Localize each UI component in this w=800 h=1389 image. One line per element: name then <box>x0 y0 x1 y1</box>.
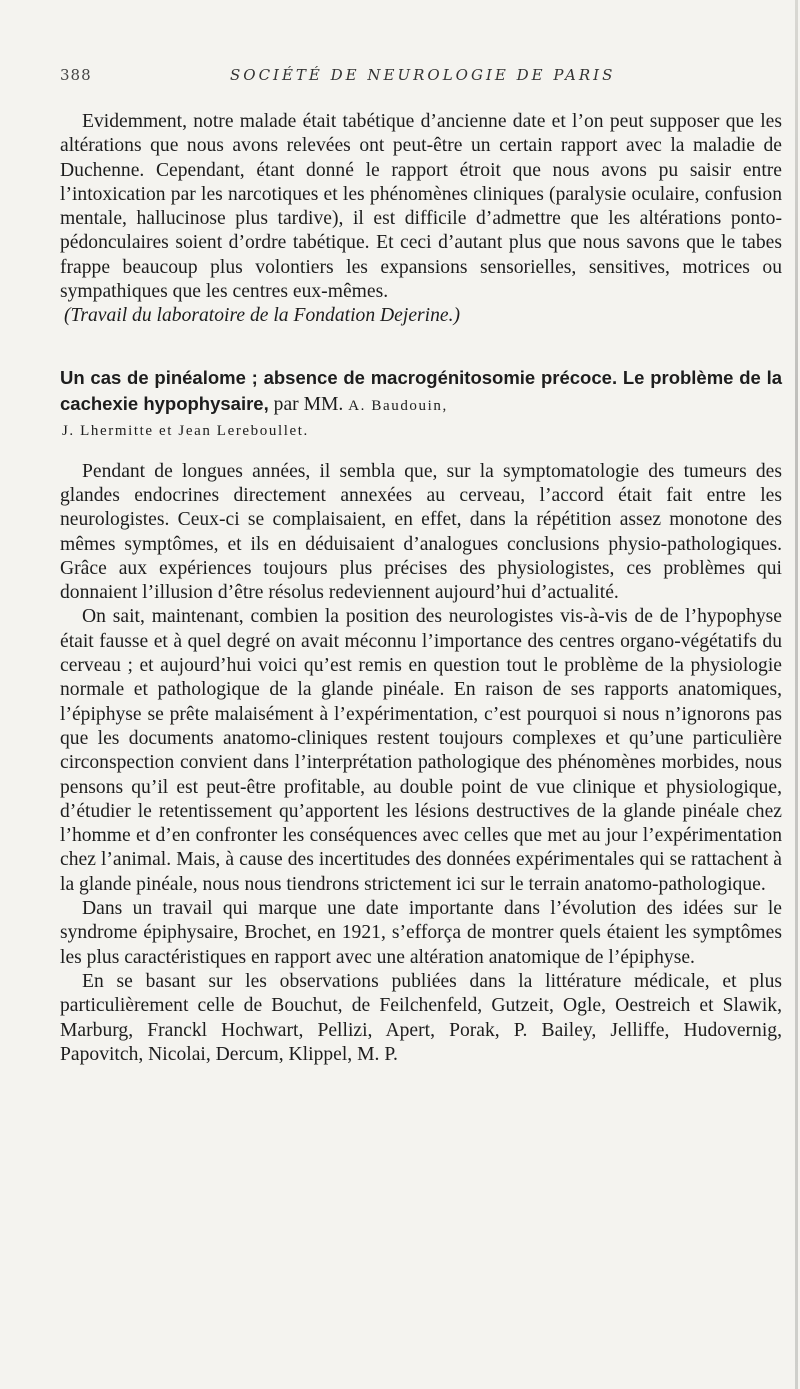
running-head <box>60 66 782 92</box>
authors-prefix: par MM. <box>273 393 344 415</box>
laboratory-credit: (Travail du laboratoire de la Fondation Dejerine.) <box>64 305 461 327</box>
journal-page <box>60 66 782 1067</box>
page-edge-shadow <box>795 0 798 1389</box>
body-paragraph-4: En se basant sur les observations publiées dans la littérature médicale, et plus particulièrement celle de Bouchut, de Feilchenfeld, Gutzeit, Ogle, Oestreich et Slawik, Marburg, Franckl Hochwart, Pellizi, Apert, Porak, P. Bailey, Jelliffe, Hudovernig, Papovitch, Nicolai, Dercum, Klippel, M. P. <box>60 970 782 1065</box>
article-title: Un cas de pinéalome ; absence de macrogénitosomie précoce. Le problème de la cachexie hypophysaire, <box>60 366 782 414</box>
page-number: 388 <box>60 66 92 84</box>
authors-line-2: J. Lhermitte et Jean Lereboullet. <box>62 422 309 439</box>
article-heading <box>60 365 782 444</box>
running-title: SOCIÉTÉ DE NEUROLOGIE DE PARIS <box>230 66 616 84</box>
body-paragraph-1: Pendant de longues années, il sembla que, sur la symptomatologie des tumeurs des glandes endocrines directement annexées au cerveau, l’accord était fait entre les neurologistes. Ceux-ci se complaisaient, en effet, dans la répétition assez monotone des mêmes symptômes, et ils en déduisaient d’analogues conclusions physio-pathologiques. Grâce aux expériences toujours plus précises des physiologistes, ces problèmes qui donnaient l’illusion d’être résolus redeviennent aujourd’hui d’actualité. <box>60 460 782 604</box>
body-paragraph-2: On sait, maintenant, combien la position des neurologistes vis-à-vis de de l’hypophyse était fausse et à quel degré on avait méconnu l’importance des centres organo-végétatifs du cerveau ; et aujourd’hui voici qu’est remis en question tout le problème de la physiologie normale et pathologique de la glande pinéale. En raison de ses rapports anatomiques, l’épiphyse se prête malaisément à l’expérimentation, c’est pourquoi si nous n’ignorons pas que les documents anatomo-cliniques restent toujours complexes et qu’une particulière circonspection convient dans l’interprétation pathologique des phénomènes morbides, nous pensons qu’il est peut-être profitable, au double point de vue clinique et physiologique, d’étudier le retentissement qu’apportent les lésions destructives de la glande pinéale chez l’homme et d’en confronter les conséquences avec celles que met au jour l’expérimentation chez l’animal. Mais, à cause des incertitudes des données expérimentales qui se rattachent à la glande pinéale, nous nous tiendrons strictement ici sur le terrain anatomo-pathologique. <box>60 606 782 895</box>
body-paragraph-3: Dans un travail qui marque une date importante dans l’évolution des idées sur le syndrome épiphysaire, Brochet, en 1921, s’efforça de montrer quels étaient les symptômes les plus caractéristiques en rapport avec une altération anatomique de l’épiphyse. <box>60 898 782 968</box>
authors-line-1: A. Baudouin, <box>348 397 448 414</box>
preceding-article-paragraph: Evidemment, notre malade était tabétique d’ancienne date et l’on peut supposer que les altérations que nous avons relevées ont peut-être un certain rapport avec la maladie de Duchenne. Cependant, étant donné le rapport étroit que nous avons pu saisir entre l’intoxication par les narcotiques et les phénomènes cliniques (paralysie oculaire, confusion mentale, hallucinose plus tardive), il est difficile d’admettre que les altérations ponto-pédonculaires soient d’ordre tabétique. Et ceci d’autant plus que nous savons que le tabes frappe beaucoup plus volontiers les expansions sensorielles, sensitives, motrices ou sympathiques que les centres eux-mêmes. <box>60 111 782 303</box>
